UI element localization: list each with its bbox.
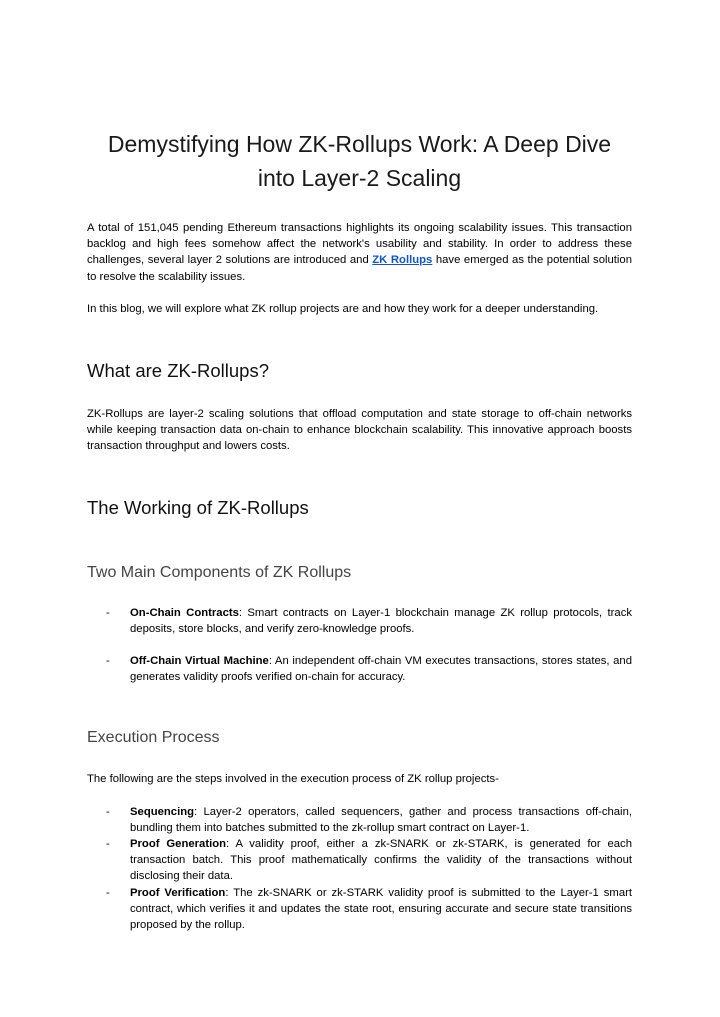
heading-what-are-zk-rollups: What are ZK-Rollups? [87, 360, 269, 382]
list-item [87, 885, 632, 934]
list-item-term: Off-Chain Virtual Machine [130, 655, 269, 668]
list-item [87, 605, 632, 637]
intro-text-before-link: A total of 151,045 pending Ethereum transactions highlights its ongoing scalability issues. This transaction backlog and high fees somehow affect the network's usability and stability. In order to address these challenges, several layer 2 solutions are introduced and [87, 222, 632, 267]
components-list [87, 605, 632, 686]
intro-paragraph [87, 220, 632, 285]
list-item-text: : A validity proof, either a zk-SNARK or zk-STARK, is generated for each transaction batch. This proof mathematically confirms the validity of the transactions without disclosing their data. [130, 838, 632, 883]
heading-execution-process: Execution Process [87, 729, 220, 747]
list-item-term: On-Chain Contracts [130, 606, 239, 619]
list-dash: - [106, 838, 110, 851]
intro-text-after-link: have emerged as the potential solution to resolve the scalability issues. [87, 254, 632, 283]
list-item-text: : The zk-SNARK or zk-STARK validity proof is submitted to the Layer-1 smart contract, which verifies it and updates the state root, ensuring accurate and secure state transitions proposed by the rollup. [130, 886, 633, 932]
execution-steps-list [87, 804, 632, 934]
list-dash: - [106, 606, 110, 619]
list-item [87, 836, 632, 885]
heading-two-main-components: Two Main Components of ZK Rollups [87, 563, 352, 581]
list-item-text: : Smart contracts on Layer-1 blockchain manage ZK rollup protocols, track deposits, store blocks, and verify zero-knowledge proofs. [130, 606, 632, 635]
list-item [87, 653, 632, 685]
execution-intro: The following are the steps involved in the execution process of ZK rollup projects- [87, 773, 499, 786]
list-dash: - [106, 886, 110, 899]
zk-rollups-link[interactable]: ZK Rollups [372, 254, 433, 267]
list-item-text: : An independent off-chain VM executes transactions, stores states, and generates validity proofs verified on-chain for accuracy. [130, 655, 632, 684]
list-item-term: Sequencing [130, 805, 195, 818]
intro-paragraph-2: In this blog, we will explore what ZK rollup projects are and how they work for a deeper understanding. [87, 302, 599, 315]
list-item-term: Proof Verification [130, 886, 226, 899]
list-dash: - [106, 655, 110, 668]
list-item [87, 804, 632, 836]
heading-working-of-zk-rollups: The Working of ZK-Rollups [87, 496, 309, 518]
what-paragraph: ZK-Rollups are layer-2 scaling solutions that offload computation and state storage to off-chain networks while keeping transaction data on-chain to enhance blockchain scalability. This innovative approach boosts transaction throughput and lowers costs. [87, 408, 632, 453]
list-dash: - [106, 805, 110, 818]
list-item-text: : Layer-2 operators, called sequencers, gather and process transactions off-chain, bundling them into batches submitted to the zk-rollup smart contract on Layer-1. [130, 805, 632, 834]
document-body [87, 127, 632, 933]
list-item-term: Proof Generation [130, 838, 227, 851]
page-title: Demystifying How ZK-Rollups Work: A Deep Dive into Layer-2 Scaling [107, 131, 612, 191]
